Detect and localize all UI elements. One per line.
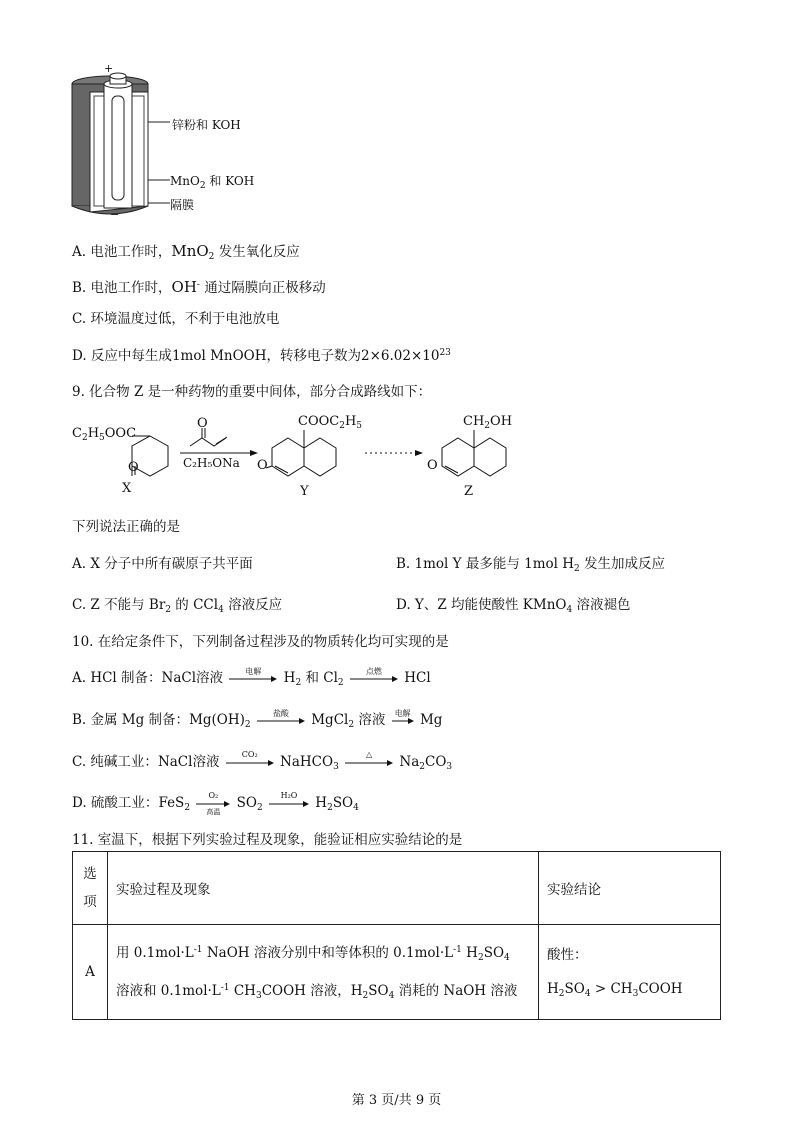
q9-stem: 9. 化合物 Z 是一种药物的重要中间体，部分合成路线如下：	[72, 384, 432, 400]
q9-option-b: B. 1mol Y 最多能与 1mol $H_2$ 发生加成反应	[396, 556, 666, 574]
q9-y-ketone: O	[257, 458, 268, 473]
q9-x-label: X	[122, 481, 132, 496]
q11-row-a-conclusion: 酸性： $H_2SO_4$ > $CH_3COOH$	[539, 925, 721, 1020]
q9-x-ketone: O	[128, 460, 139, 475]
q11-table	[72, 851, 721, 1020]
q10-option-c: C. 纯碱工业：NaCl溶液 CO₂ NaHCO$_3$ △ $Na_2CO_3$	[72, 749, 453, 772]
q8-option-b: B. 电池工作时，OH- 通过隔膜向正极移动	[72, 278, 326, 296]
q9-z-label: Z	[464, 484, 474, 499]
q11-header-process: 实验过程及现象	[108, 852, 539, 925]
q9-z-ketone: O	[427, 458, 438, 473]
label-mno2: MnO$_2$ 和 KOH	[170, 174, 255, 191]
q8-option-d: D. 反应中每生成1mol MnOOH，转移电子数为$2\times 6.02\times 10^{23}$	[72, 348, 451, 364]
q8-option-a: A. 电池工作时，MnO$_2$ 发生氧化反应	[72, 242, 300, 262]
q9-option-d: D. Y、Z 均能使酸性 KMnO$_4$ 溶液褪色	[396, 597, 631, 615]
q11-header-option: 选 项	[73, 852, 108, 925]
label-separator: 隔膜	[170, 198, 195, 212]
q9-prompt: 下列说法正确的是	[72, 519, 180, 535]
q10-stem: 10. 在给定条件下，下列制备过程涉及的物质转化均可实现的是	[72, 634, 449, 650]
q11-header-conclusion: 实验结论	[539, 852, 721, 925]
q9-x-ester: $C_2H_5OOC$	[72, 426, 137, 443]
q9-y-group: $COOC_2H_5$	[298, 414, 363, 431]
q9-reagent-bottom: C₂H₅ONa	[183, 456, 240, 470]
q10-option-a: A. HCl 制备：NaCl溶液 电解 $H_2$ 和 $Cl_2$ 点燃 HCl	[72, 666, 431, 688]
q10-option-d: D. 硫酸工业：FeS$_2$ O₂ 高温 $SO_2$ H₂O $H_2SO_4$	[72, 790, 359, 816]
q9-option-c: C. Z 不能与 $Br_2$ 的 CCl$_4$ 溶液反应	[72, 597, 283, 615]
battery-minus: −	[110, 208, 120, 221]
q9-option-a: A. X 分子中所有碳原子共平面	[72, 556, 253, 572]
q8-option-c: C. 环境温度过低，不利于电池放电	[72, 311, 280, 327]
page-footer: 第 3 页/共 9 页	[351, 1093, 442, 1108]
q10-option-b: B. 金属 Mg 制备：$Mg(OH)_2$ 盐酸 MgCl$_2$ 溶液 电解 Mg	[72, 708, 443, 730]
q11-row-a-process: 用 $0.1mol\cdot L^{-1}$ NaOH 溶液分别中和等体积的 $0.1mol\cdot L^{-1}$ $H_2SO_4$ 溶液和 $0.1mol\cdot L^{-1}$ $CH_3COOH$ 溶液，$H_2SO_4$ 消耗的 NaOH 溶液	[108, 925, 539, 1020]
battery-diagram	[60, 62, 170, 222]
q11-stem: 11. 室温下，根据下列实验过程及现象，能验证相应实验结论的是	[72, 832, 463, 848]
q9-z-group: $CH_2OH$	[463, 414, 513, 431]
label-zinc: 锌粉和 KOH	[172, 118, 241, 132]
q11-row-a-option: A	[73, 925, 108, 1020]
q9-y-label: Y	[300, 484, 309, 499]
battery-plus: +	[104, 62, 114, 75]
q9-reagent-top: O	[197, 416, 208, 431]
